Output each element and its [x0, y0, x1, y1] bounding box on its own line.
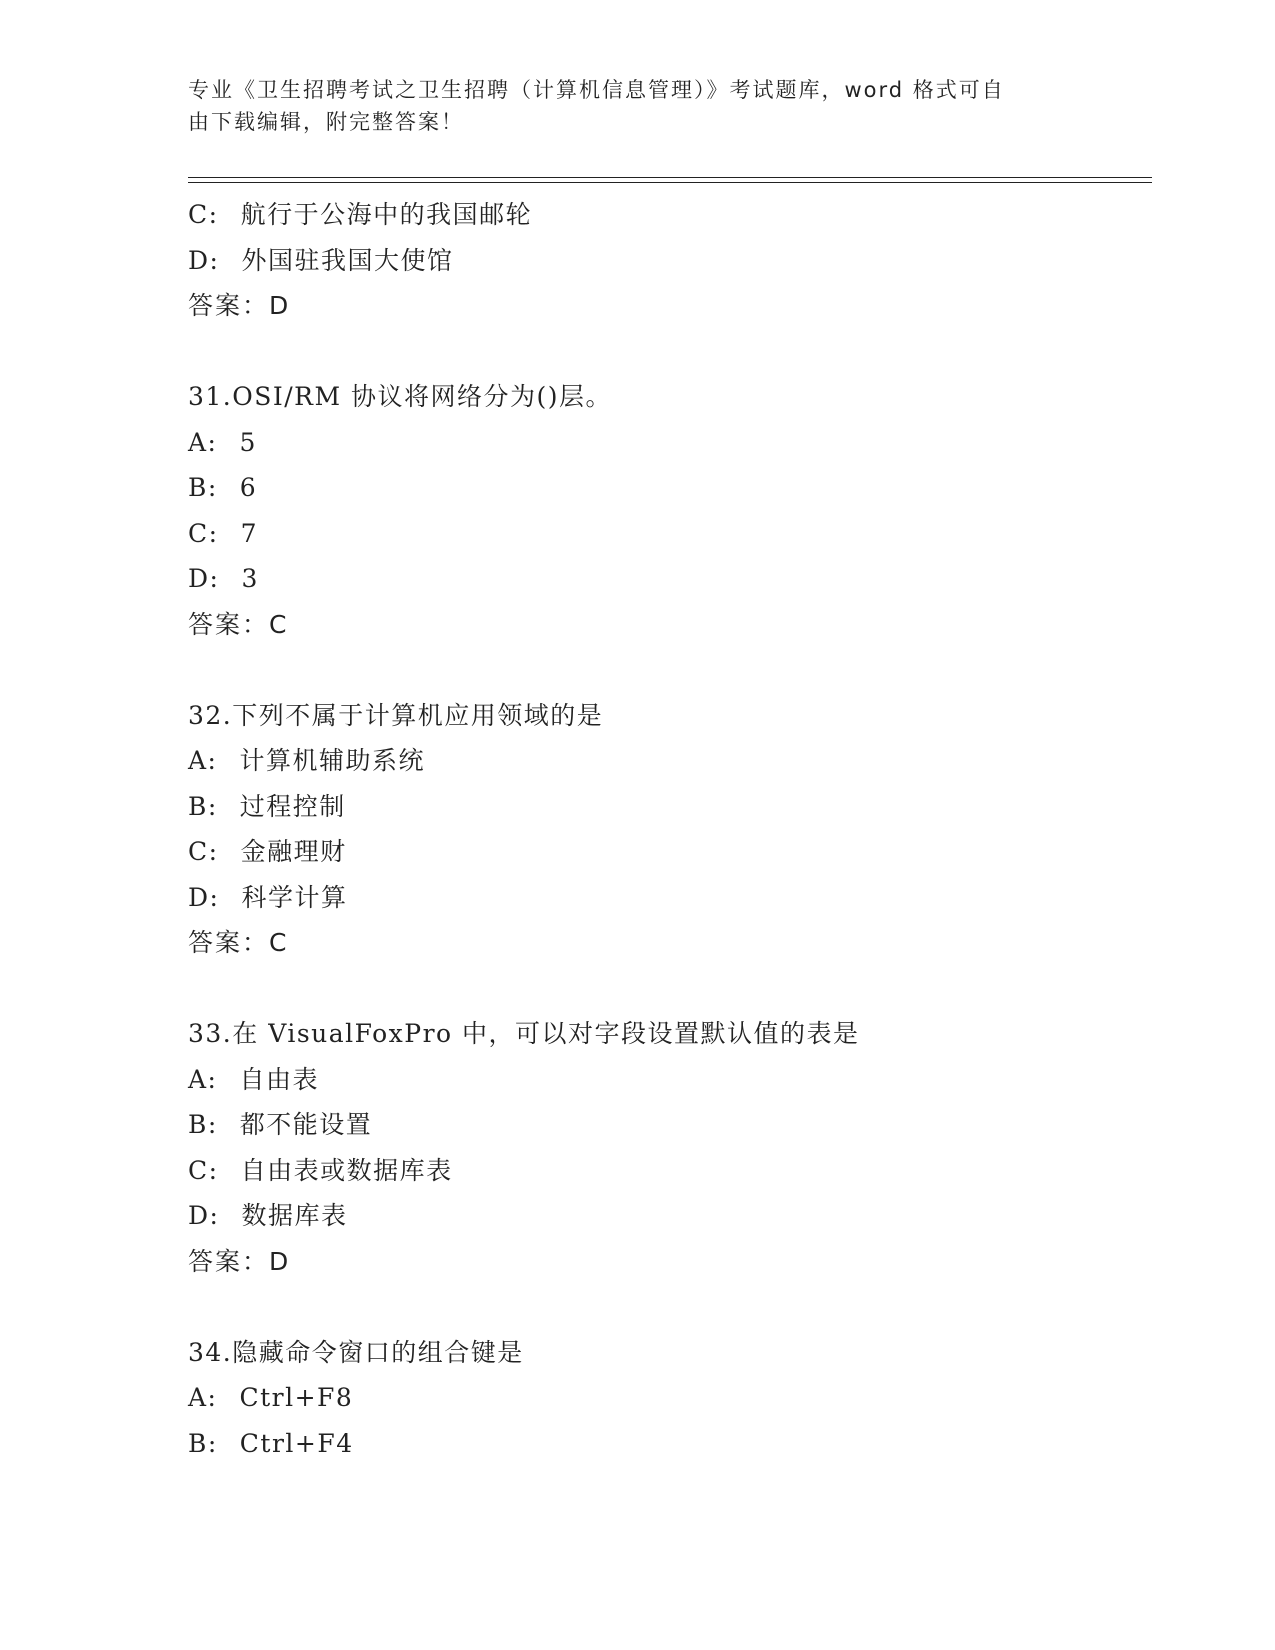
- option-a: [188, 1057, 1148, 1103]
- option-text: 金融理财: [240, 837, 347, 866]
- option-text: 计算机辅助系统: [239, 746, 425, 775]
- option-letter: B:: [188, 473, 218, 502]
- option-text: 自由表: [239, 1064, 319, 1094]
- option-letter: D:: [188, 564, 220, 593]
- option-text: 6: [239, 473, 258, 502]
- answer-line: 答案：D: [188, 291, 291, 320]
- question-stem: 34.隐藏命令窗口的组合键是: [188, 1337, 524, 1367]
- option-text: 都不能设置: [239, 1110, 373, 1139]
- header-line-2: 由下载编辑，附完整答案！: [188, 110, 464, 134]
- header-line-1: 专业《卫生招聘考试之卫生招聘（计算机信息管理）》考试题库，word 格式可自: [188, 78, 1005, 102]
- option-c: [188, 511, 1148, 557]
- option-text: 7: [240, 518, 258, 548]
- option-text: 航行于公海中的我国邮轮: [240, 200, 533, 229]
- option-text: 数据库表: [241, 1201, 348, 1230]
- option-b: [188, 784, 1148, 830]
- question-31: [188, 374, 1148, 647]
- option-letter: C:: [188, 518, 219, 548]
- option-c: [188, 192, 1148, 238]
- option-letter: A:: [188, 427, 218, 457]
- option-b: [188, 465, 1148, 511]
- option-letter: C:: [188, 837, 219, 866]
- question-stem: 32.下列不属于计算机应用领域的是: [188, 700, 604, 730]
- option-letter: A:: [188, 1064, 218, 1094]
- option-d: [188, 875, 1148, 921]
- answer-line: 答案：C: [188, 928, 289, 957]
- option-d: [188, 556, 1148, 602]
- question-33: [188, 1011, 1148, 1284]
- question-stem: 33.在 VisualFoxPro 中，可以对字段设置默认值的表是: [188, 1019, 860, 1048]
- option-letter: A:: [188, 746, 218, 775]
- option-b: [188, 1102, 1148, 1148]
- option-letter: B:: [188, 1110, 218, 1139]
- carryover-block: [188, 192, 1148, 329]
- option-letter: D:: [188, 1201, 220, 1230]
- header-divider-top: [188, 177, 1152, 178]
- question-stem: 31.OSI/RM 协议将网络分为()层。: [188, 382, 613, 411]
- question-32: [188, 693, 1148, 966]
- answer-line: 答案：D: [188, 1246, 291, 1276]
- option-text: Ctrl+F4: [239, 1428, 354, 1458]
- option-letter: B:: [188, 791, 218, 821]
- header-divider-bottom: [188, 182, 1152, 183]
- option-text: 3: [241, 564, 259, 593]
- option-b: [188, 1421, 1148, 1467]
- option-a: [188, 738, 1148, 784]
- option-text: Ctrl+F8: [239, 1383, 354, 1412]
- answer-line: 答案：C: [188, 609, 289, 639]
- option-c: [188, 829, 1148, 875]
- option-text: 5: [239, 427, 257, 457]
- option-letter: A:: [188, 1383, 218, 1412]
- option-text: 科学计算: [241, 882, 348, 912]
- option-d: [188, 238, 1148, 284]
- option-text: 过程控制: [239, 791, 346, 821]
- option-letter: C:: [188, 1155, 219, 1185]
- option-c: [188, 1148, 1148, 1194]
- option-a: [188, 1375, 1148, 1421]
- question-list: [188, 192, 1148, 1466]
- document-header: [188, 74, 1068, 138]
- option-d: [188, 1193, 1148, 1239]
- option-letter: D:: [188, 245, 220, 275]
- question-34: [188, 1330, 1148, 1467]
- option-text: 自由表或数据库表: [240, 1155, 453, 1185]
- option-a: [188, 420, 1148, 466]
- option-letter: D:: [188, 882, 220, 912]
- option-text: 外国驻我国大使馆: [241, 245, 454, 275]
- option-letter: C:: [188, 200, 219, 229]
- option-letter: B:: [188, 1428, 218, 1458]
